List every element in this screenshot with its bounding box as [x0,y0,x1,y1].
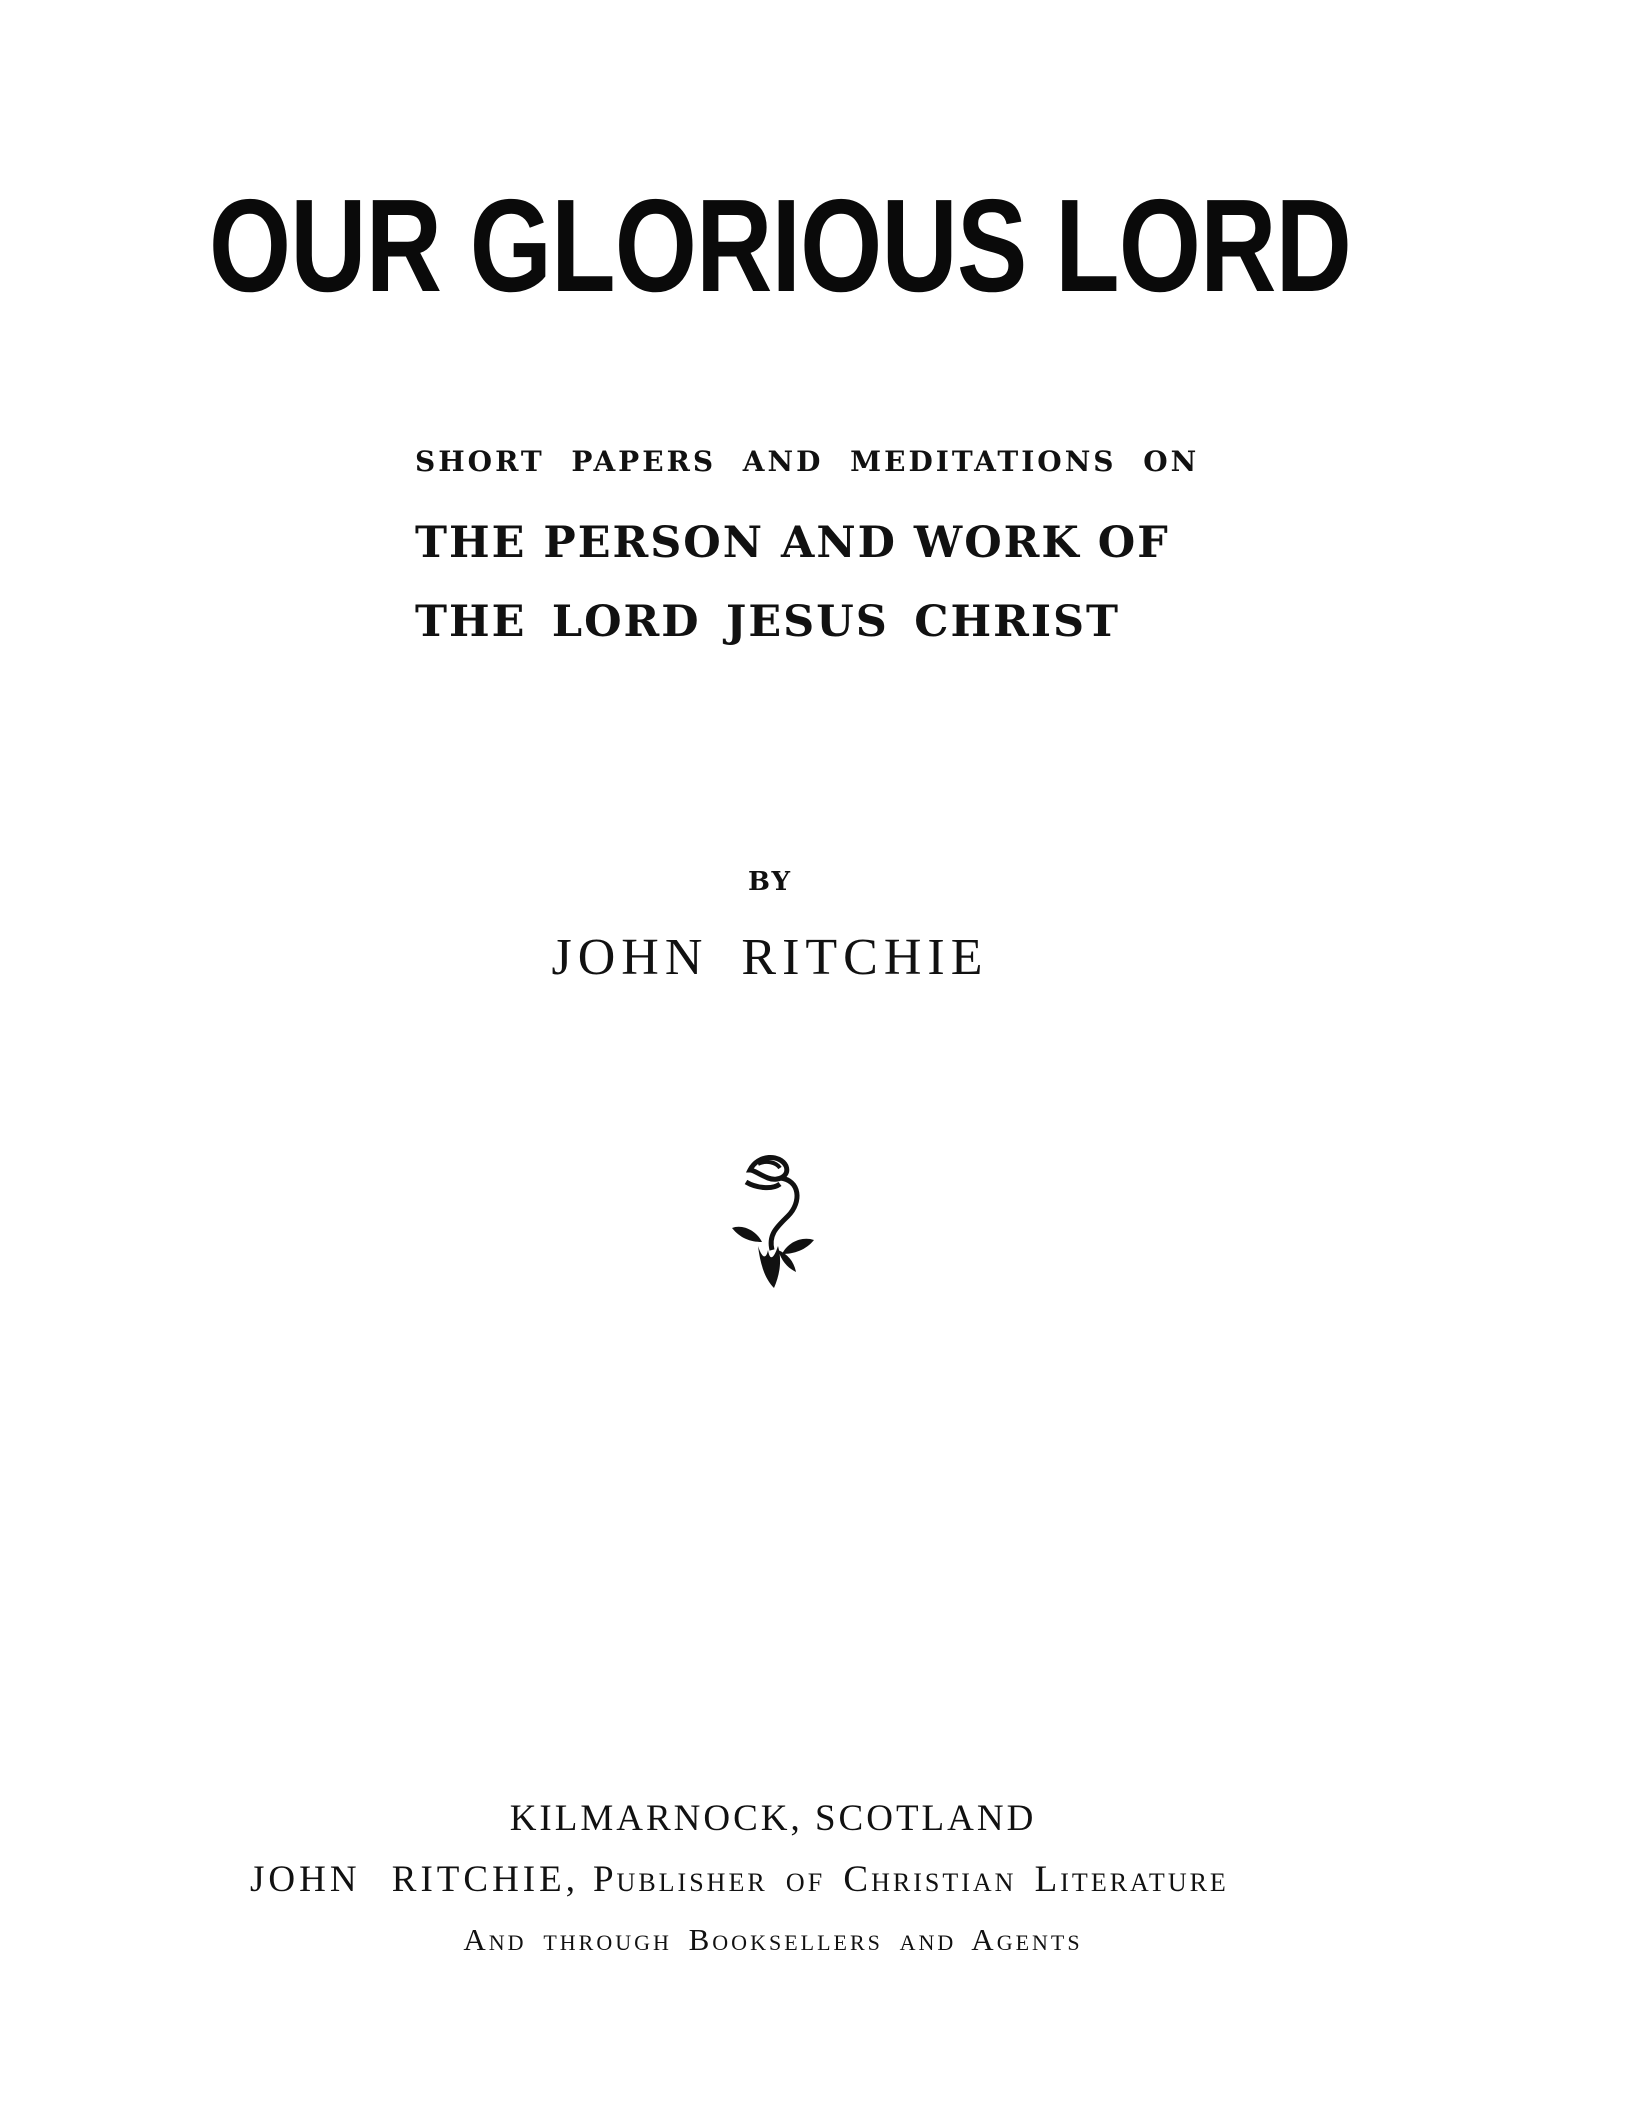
imprint-publisher [250,1858,1300,1901]
subtitle-line-2: THE PERSON AND WORK OF [415,518,1170,568]
author-name: JOHN RITCHIE [551,929,989,986]
publisher-description: Publisher of Christian Literature [592,1859,1229,1900]
imprint-agents: And through Booksellers and Agents [463,1922,1083,1957]
flower-ornament-icon [728,1150,818,1300]
imprint-place: KILMARNOCK, SCOTLAND [509,1798,1037,1839]
by-label: BY [747,867,793,897]
subtitle-line-1: SHORT PAPERS AND MEDITATIONS ON [415,445,1200,478]
publisher-name: JOHN RITCHIE, [250,1859,579,1900]
subtitle-block [415,445,1200,647]
book-title: OUR GLORIOUS LORD [208,172,1352,319]
subtitle-line-3: THE LORD JESUS CHRIST [415,597,1120,647]
